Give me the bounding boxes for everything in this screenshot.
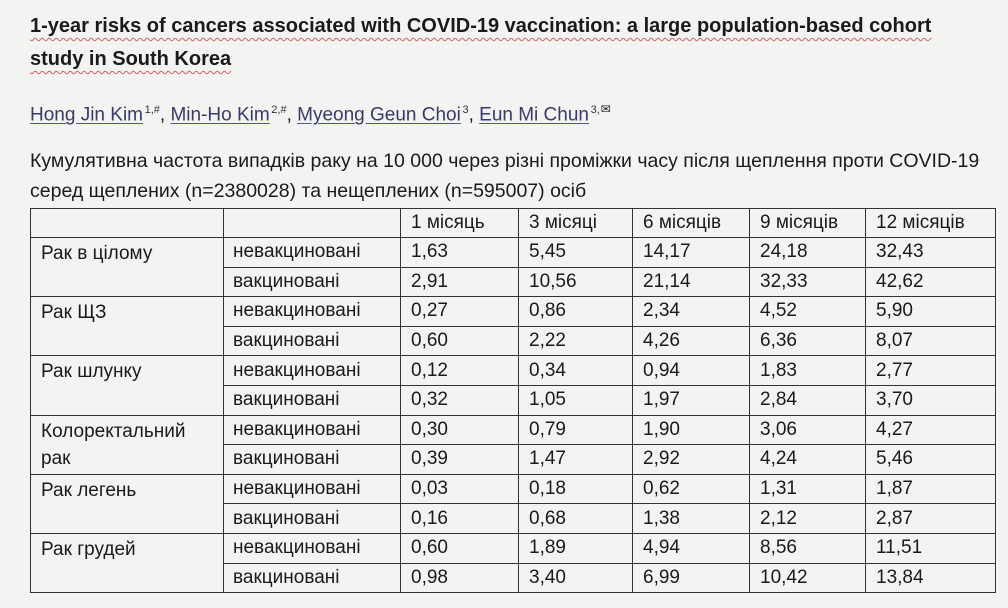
group-cell: вакциновані: [224, 504, 401, 534]
group-cell: вакциновані: [224, 385, 401, 415]
value-cell: 32,33: [750, 267, 866, 297]
cancer-type-cell: Колоректальний рак: [31, 415, 224, 474]
cancer-type-cell: Рак шлунку: [31, 356, 224, 415]
value-cell: 2,92: [633, 445, 750, 475]
value-cell: 0,86: [519, 297, 633, 327]
value-cell: 3,40: [519, 563, 633, 593]
email-icon[interactable]: ✉: [600, 102, 611, 116]
value-cell: 0,18: [519, 474, 633, 504]
value-cell: 42,62: [866, 267, 996, 297]
value-cell: 13,84: [866, 563, 996, 593]
column-header: 9 місяців: [750, 209, 866, 238]
table-row: [31, 356, 996, 386]
group-cell: невакциновані: [224, 415, 401, 445]
value-cell: 0,39: [401, 445, 519, 475]
value-cell: 2,34: [633, 297, 750, 327]
table-row: [31, 533, 996, 563]
value-cell: 24,18: [750, 238, 866, 268]
author-link[interactable]: Hong Jin Kim: [30, 104, 143, 126]
group-cell: невакциновані: [224, 297, 401, 327]
cancer-incidence-table: [30, 208, 996, 593]
value-cell: 4,94: [633, 533, 750, 563]
value-cell: 1,90: [633, 415, 750, 445]
value-cell: 10,56: [519, 267, 633, 297]
cancer-type-cell: Рак ЩЗ: [31, 297, 224, 356]
value-cell: 0,30: [401, 415, 519, 445]
group-cell: вакциновані: [224, 267, 401, 297]
table-row: [31, 474, 996, 504]
value-cell: 2,87: [866, 504, 996, 534]
group-cell: невакциновані: [224, 238, 401, 268]
value-cell: 1,38: [633, 504, 750, 534]
value-cell: 0,60: [401, 533, 519, 563]
value-cell: 8,56: [750, 533, 866, 563]
table-header-row: [31, 209, 996, 238]
author-affiliation: 2,#: [271, 104, 287, 116]
cancer-type-cell: Рак легень: [31, 474, 224, 533]
value-cell: 4,27: [866, 415, 996, 445]
value-cell: 1,05: [519, 385, 633, 415]
value-cell: 5,90: [866, 297, 996, 327]
author-link[interactable]: Myeong Geun Choi: [297, 104, 461, 126]
value-cell: 1,97: [633, 385, 750, 415]
value-cell: 0,16: [401, 504, 519, 534]
value-cell: 1,89: [519, 533, 633, 563]
value-cell: 1,47: [519, 445, 633, 475]
group-cell: вакциновані: [224, 445, 401, 475]
group-cell: невакциновані: [224, 533, 401, 563]
column-header: [224, 209, 401, 238]
author-affiliation: 3,: [590, 104, 600, 116]
value-cell: 14,17: [633, 238, 750, 268]
value-cell: 0,94: [633, 356, 750, 386]
value-cell: 6,36: [750, 326, 866, 356]
value-cell: 0,32: [401, 385, 519, 415]
table-row: [31, 238, 996, 268]
value-cell: 1,63: [401, 238, 519, 268]
author-affiliation: 3: [462, 104, 469, 116]
value-cell: 5,46: [866, 445, 996, 475]
cancer-type-cell: Рак грудей: [31, 533, 224, 592]
value-cell: 2,91: [401, 267, 519, 297]
value-cell: 0,60: [401, 326, 519, 356]
column-header: 3 місяці: [519, 209, 633, 238]
group-cell: невакциновані: [224, 474, 401, 504]
column-header: 6 місяців: [633, 209, 750, 238]
value-cell: 0,68: [519, 504, 633, 534]
value-cell: 3,06: [750, 415, 866, 445]
value-cell: 8,07: [866, 326, 996, 356]
column-header: [31, 209, 224, 238]
paper-title: 1-year risks of cancers associated with COVID-19 vaccination: a large population-based cohort study in South Korea: [30, 15, 932, 70]
author-link[interactable]: Eun Mi Chun: [479, 104, 589, 126]
value-cell: 2,77: [866, 356, 996, 386]
value-cell: 0,03: [401, 474, 519, 504]
group-cell: вакциновані: [224, 563, 401, 593]
value-cell: 3,70: [866, 385, 996, 415]
column-header: 12 місяців: [866, 209, 996, 238]
value-cell: 4,52: [750, 297, 866, 327]
value-cell: 0,62: [633, 474, 750, 504]
value-cell: 0,27: [401, 297, 519, 327]
group-cell: невакциновані: [224, 356, 401, 386]
author-link[interactable]: Min-Ho Kim: [170, 104, 270, 126]
value-cell: 2,84: [750, 385, 866, 415]
table-row: [31, 297, 996, 327]
value-cell: 32,43: [866, 238, 996, 268]
value-cell: 1,83: [750, 356, 866, 386]
value-cell: 0,34: [519, 356, 633, 386]
value-cell: 2,12: [750, 504, 866, 534]
value-cell: 0,79: [519, 415, 633, 445]
value-cell: 6,99: [633, 563, 750, 593]
group-cell: вакциновані: [224, 326, 401, 356]
value-cell: 10,42: [750, 563, 866, 593]
value-cell: 21,14: [633, 267, 750, 297]
value-cell: 1,87: [866, 474, 996, 504]
value-cell: 2,22: [519, 326, 633, 356]
value-cell: 4,24: [750, 445, 866, 475]
table-caption: Кумулятивна частота випадків раку на 10 000 через різні проміжки часу після щеплення проти COVID-19 серед щеплених (n=2380028) та нещеплених (n=595007) осіб: [30, 150, 980, 202]
value-cell: 1,31: [750, 474, 866, 504]
value-cell: 0,12: [401, 356, 519, 386]
author-list: Hong Jin Kim $^{1,\#}$, Min-Ho Kim $^{2,\#}$, Myeong Geun Choi $^3$, Eun Mi Chun $^{3,✉}$: [30, 102, 611, 126]
value-cell: 11,51: [866, 533, 996, 563]
column-header: 1 місяць: [401, 209, 519, 238]
table-row: [31, 415, 996, 445]
author-affiliation: 1,#: [144, 104, 160, 116]
value-cell: 4,26: [633, 326, 750, 356]
value-cell: 5,45: [519, 238, 633, 268]
cancer-type-cell: Рак в цілому: [31, 238, 224, 297]
value-cell: 0,98: [401, 563, 519, 593]
